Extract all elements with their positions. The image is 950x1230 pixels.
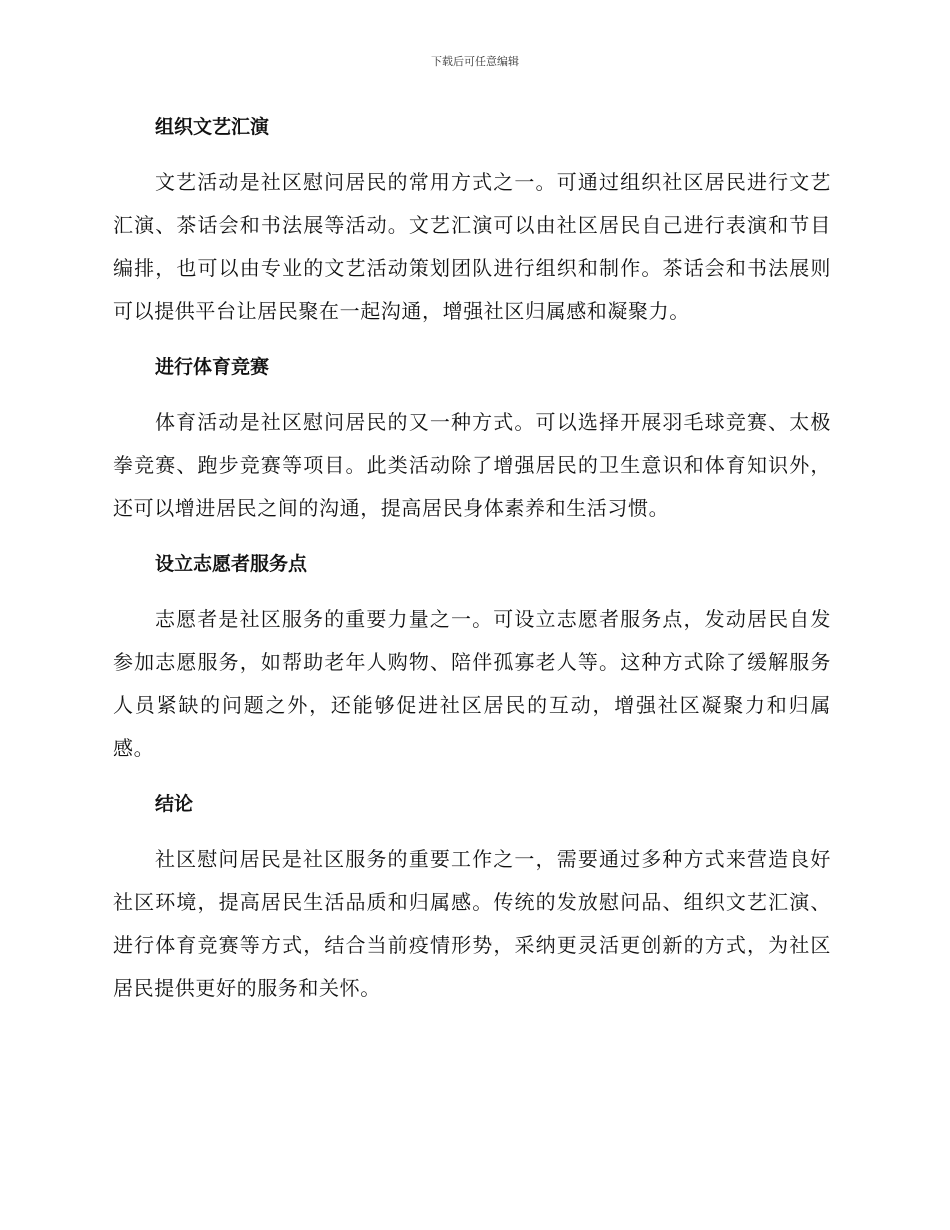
section-paragraph-conclusion: 社区慰问居民是社区服务的重要工作之一，需要通过多种方式来营造良好社区环境，提高居民生活品质和归属感。传统的发放慰问品、组织文艺汇演、进行体育竞赛等方式，结合当前疫情形势，采纳更灵活更创新的方式，为社区居民提供更好的服务和关怀。 [113, 847, 831, 1000]
page-header: 下载后可任意编辑 [431, 55, 519, 68]
section-heading-conclusion: 结论 [155, 793, 194, 815]
section-paragraph-sports: 体育活动是社区慰问居民的又一种方式。可以选择开展羽毛球竞赛、太极拳竞赛、跑步竞赛等项目。此类活动除了增强居民的卫生意识和体育知识外，还可以增进居民之间的沟通，提高居民身体素养和生活习惯。 [113, 410, 831, 520]
section-paragraph-volunteer: 志愿者是社区服务的重要力量之一。可设立志愿者服务点，发动居民自发参加志愿服务，如帮助老年人购物、陪伴孤寡老人等。这种方式除了缓解服务人员紧缺的问题之外，还能够促进社区居民的互动，增强社区凝聚力和归属感。 [113, 607, 831, 760]
document-body [113, 107, 831, 1024]
section-heading-performance: 组织文艺汇演 [155, 116, 270, 138]
section-heading-sports: 进行体育竞赛 [155, 356, 270, 378]
section-heading-volunteer: 设立志愿者服务点 [155, 553, 308, 575]
section-paragraph-performance: 文艺活动是社区慰问居民的常用方式之一。可通过组织社区居民进行文艺汇演、茶话会和书法展等活动。文艺汇演可以由社区居民自己进行表演和节目编排，也可以由专业的文艺活动策划团队进行组织和制作。茶话会和书法展则可以提供平台让居民聚在一起沟通，增强社区归属感和凝聚力。 [113, 170, 831, 323]
